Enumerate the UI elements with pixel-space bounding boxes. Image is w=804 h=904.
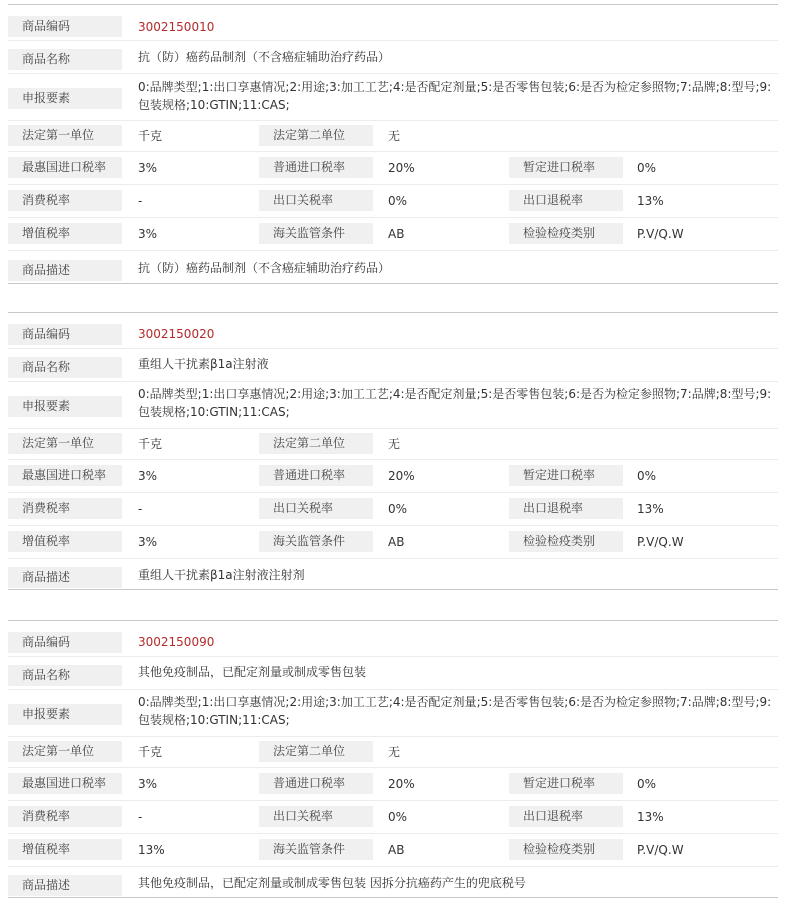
elements-label: 申报要素 [8, 88, 122, 109]
unit2-label: 法定第二单位 [259, 125, 373, 146]
export-rates-row [8, 800, 778, 834]
vat-rate-value: 13% [138, 843, 165, 857]
unit2-value: 无 [388, 745, 401, 759]
elements-row [8, 689, 778, 737]
name-row [8, 656, 778, 690]
export-rebate-rate-value: 13% [637, 502, 664, 516]
mfn-rate-label: 最惠国进口税率 [8, 773, 122, 794]
description-value: 其他免疫制品，已配定剂量或制成零售包装 因拆分抗癌药产生的兜底税号 [138, 876, 526, 890]
elements-row [8, 381, 778, 429]
consumption-rate-label: 消费税率 [8, 190, 122, 211]
general-rate-label: 普通进口税率 [259, 773, 373, 794]
export-tax-rate-value: 0% [388, 194, 408, 208]
unit1-label: 法定第一单位 [8, 433, 122, 454]
export-tax-rate-label: 出口关税率 [259, 806, 373, 827]
consumption-rate-value: - [138, 502, 143, 516]
vat-rate-label: 增值税率 [8, 531, 122, 552]
unit2-value: 无 [388, 129, 401, 143]
vat-rate-value: 3% [138, 535, 158, 549]
import-rates-row [8, 459, 778, 493]
description-label: 商品描述 [8, 567, 122, 588]
provisional-rate-value: 0% [637, 469, 657, 483]
code-row [8, 624, 778, 657]
code-label: 商品编码 [8, 632, 122, 653]
general-rate-value: 20% [388, 161, 415, 175]
description-row [8, 250, 778, 283]
vat-rate-label: 增值税率 [8, 839, 122, 860]
units-row [8, 428, 778, 460]
general-rate-label: 普通进口税率 [259, 465, 373, 486]
name-value: 重组人干扰素β1a注射液 [138, 357, 269, 371]
description-label: 商品描述 [8, 875, 122, 896]
inspection-category-value: P.V/Q.W [637, 535, 684, 549]
name-label: 商品名称 [8, 357, 122, 378]
export-rebate-rate-label: 出口退税率 [509, 806, 623, 827]
import-rates-row [8, 151, 778, 185]
code-label: 商品编码 [8, 324, 122, 345]
code-value: 3002150020 [138, 327, 215, 341]
mfn-rate-value: 3% [138, 469, 158, 483]
elements-label: 申报要素 [8, 396, 122, 417]
units-row [8, 736, 778, 768]
customs-conditions-label: 海关监管条件 [259, 223, 373, 244]
inspection-category-value: P.V/Q.W [637, 227, 684, 241]
mfn-rate-value: 3% [138, 777, 158, 791]
name-value: 抗（防）癌药品制剂（不含癌症辅助治疗药品） [138, 50, 391, 64]
vat-row [8, 833, 778, 867]
provisional-rate-value: 0% [637, 161, 657, 175]
provisional-rate-label: 暂定进口税率 [509, 465, 623, 486]
description-value: 抗（防）癌药品制剂（不含癌症辅助治疗药品） [138, 261, 391, 275]
name-row [8, 348, 778, 382]
name-row [8, 40, 778, 74]
vat-rate-label: 增值税率 [8, 223, 122, 244]
product-block-1 [8, 4, 778, 284]
name-label: 商品名称 [8, 49, 122, 70]
mfn-rate-label: 最惠国进口税率 [8, 465, 122, 486]
customs-conditions-value: AB [388, 227, 405, 241]
general-rate-value: 20% [388, 469, 415, 483]
export-tax-rate-value: 0% [388, 502, 408, 516]
elements-row [8, 73, 778, 121]
export-rates-row [8, 184, 778, 218]
unit1-label: 法定第一单位 [8, 125, 122, 146]
consumption-rate-value: - [138, 194, 143, 208]
product-block-2 [8, 312, 778, 590]
customs-conditions-value: AB [388, 535, 405, 549]
elements-label: 申报要素 [8, 704, 122, 725]
unit2-label: 法定第二单位 [259, 741, 373, 762]
consumption-rate-value: - [138, 810, 143, 824]
description-value: 重组人干扰素β1a注射液注射剂 [138, 568, 305, 582]
export-rebate-rate-label: 出口退税率 [509, 498, 623, 519]
export-rebate-rate-value: 13% [637, 810, 664, 824]
provisional-rate-label: 暂定进口税率 [509, 773, 623, 794]
general-rate-label: 普通进口税率 [259, 157, 373, 178]
inspection-category-label: 检验检疫类别 [509, 531, 623, 552]
unit2-value: 无 [388, 437, 401, 451]
elements-value: 0:品牌类型;1:出口享惠情况;2:用途;3:加工工艺;4:是否配定剂量;5:是否零售包装;6:是否为检定参照物;7:品牌;8:型号;9:包装规格;10:GTIN;11:CAS; [138, 695, 772, 727]
name-value: 其他免疫制品，已配定剂量或制成零售包装 [138, 665, 367, 679]
vat-row [8, 525, 778, 559]
export-tax-rate-label: 出口关税率 [259, 190, 373, 211]
code-row [8, 10, 778, 41]
code-value: 3002150010 [138, 20, 215, 34]
vat-row [8, 217, 778, 251]
mfn-rate-label: 最惠国进口税率 [8, 157, 122, 178]
elements-value: 0:品牌类型;1:出口享惠情况;2:用途;3:加工工艺;4:是否配定剂量;5:是否零售包装;6:是否为检定参照物;7:品牌;8:型号;9:包装规格;10:GTIN;11:CAS; [138, 80, 772, 112]
mfn-rate-value: 3% [138, 161, 158, 175]
unit1-value: 千克 [138, 437, 163, 451]
consumption-rate-label: 消费税率 [8, 498, 122, 519]
general-rate-value: 20% [388, 777, 415, 791]
vat-rate-value: 3% [138, 227, 158, 241]
inspection-category-value: P.V/Q.W [637, 843, 684, 857]
unit1-value: 千克 [138, 129, 163, 143]
customs-conditions-label: 海关监管条件 [259, 531, 373, 552]
import-rates-row [8, 767, 778, 801]
units-row [8, 120, 778, 152]
elements-value: 0:品牌类型;1:出口享惠情况;2:用途;3:加工工艺;4:是否配定剂量;5:是否零售包装;6:是否为检定参照物;7:品牌;8:型号;9:包装规格;10:GTIN;11:CAS; [138, 387, 772, 419]
export-rebate-rate-value: 13% [637, 194, 664, 208]
inspection-category-label: 检验检疫类别 [509, 223, 623, 244]
customs-conditions-value: AB [388, 843, 405, 857]
code-row [8, 316, 778, 349]
provisional-rate-value: 0% [637, 777, 657, 791]
code-label: 商品编码 [8, 16, 122, 37]
unit1-value: 千克 [138, 745, 163, 759]
export-tax-rate-label: 出口关税率 [259, 498, 373, 519]
code-value: 3002150090 [138, 635, 215, 649]
description-label: 商品描述 [8, 260, 122, 281]
export-rates-row [8, 492, 778, 526]
consumption-rate-label: 消费税率 [8, 806, 122, 827]
description-row [8, 866, 778, 897]
export-rebate-rate-label: 出口退税率 [509, 190, 623, 211]
export-tax-rate-value: 0% [388, 810, 408, 824]
inspection-category-label: 检验检疫类别 [509, 839, 623, 860]
product-block-3 [8, 620, 778, 898]
provisional-rate-label: 暂定进口税率 [509, 157, 623, 178]
description-row [8, 558, 778, 589]
unit1-label: 法定第一单位 [8, 741, 122, 762]
unit2-label: 法定第二单位 [259, 433, 373, 454]
customs-conditions-label: 海关监管条件 [259, 839, 373, 860]
name-label: 商品名称 [8, 665, 122, 686]
